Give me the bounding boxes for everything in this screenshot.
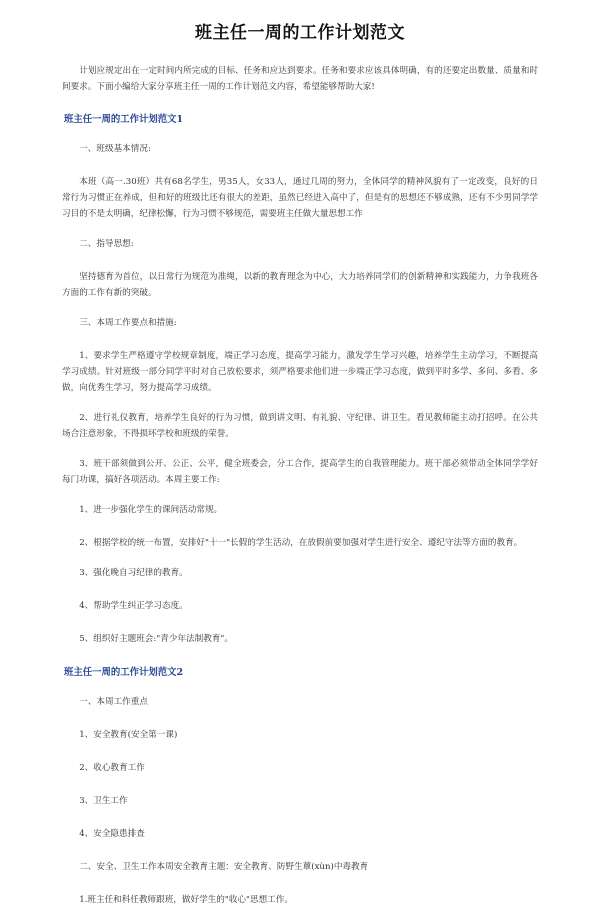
focus-item-4: 4、安全隐患排查: [79, 829, 145, 839]
section-heading-1: 班主任一周的工作计划范文1: [64, 114, 184, 125]
task-item-2: 2、根据学校的统一布置，安排好"十一"长假的学生活动，在放假前要加强对学生进行安全、遵纪守法等方面的教育。: [79, 538, 523, 548]
focus-item-2: 2、收心教育工作: [79, 763, 145, 773]
key-point-2: 2、进行礼仪教育，培养学生良好的行为习惯，做到讲文明、有礼貌、守纪律、讲卫生。看见教师能主动打招呼。在公共场合注意形象，不得损坏学校和班级的荣誉。: [62, 413, 538, 439]
key-point-1: 1、要求学生严格遵守学校规章制度，端正学习态度，提高学习能力，激发学生学习兴趣，培养学生主动学习，不断提高学习成绩。针对班级一部分同学平时对自己放松要求，须严格要求他们进一步端正学习态度，做到平时多学、多问、多看、多做，向优秀生学习，努力提高学习成绩。: [62, 351, 538, 393]
basic-situation-heading: 一、班级基本情况:: [79, 144, 151, 154]
focus-item-3: 3、卫生工作: [79, 796, 128, 806]
key-point-3: 3、班干部须做到公开、公正、公平，健全班委会，分工合作，提高学生的自我管理能力。班干部必须带动全体同学学好每门功课，搞好各项活动。本周主要工作:: [62, 459, 538, 485]
document-title: 班主任一周的工作计划范文: [195, 23, 405, 43]
task-item-1: 1、进一步强化学生的课间活动常规。: [79, 505, 223, 515]
focus-item-1: 1、安全教育(安全第一课): [79, 730, 178, 740]
basic-situation-paragraph: 本班（高一.30班）共有68名学生，男35人，女33人，通过几周的努力，全体同学的精神风貌有了一定改变，良好的日常行为习惯正在养成，但和好的班级比还有很大的差距，虽然已经进入高中了，但是有的思想还不够成熟，还有不少男同学学习目的不是太明确，纪律松懈，行为习惯不够规范，需要班主任做大量思想工作: [62, 177, 538, 219]
focus-heading: 一、本周工作重点: [79, 697, 148, 707]
guiding-thought-heading: 二、指导思想:: [79, 239, 134, 249]
task-item-5: 5、组织好主题班会:"青少年法制教育"。: [79, 634, 233, 644]
task-item-3: 3、强化晚自习纪律的教育。: [79, 568, 188, 578]
safety-heading: 二、安全、卫生工作本周安全教育主题：安全教育、防野生蕈(xùn)中毒教育: [79, 862, 369, 872]
guiding-thought-paragraph: 坚持德育为首位，以日常行为规范为准绳，以新的教育理念为中心，大力培养同学们的创新精神和实践能力，力争我班各方面的工作有新的突破。: [62, 272, 538, 298]
safety-item-1: 1.班主任和科任教师跟班，做好学生的"收心"思想工作。: [79, 895, 293, 905]
intro-paragraph: 计划应规定出在一定时间内所完成的目标、任务和应达到要求。任务和要求应该具体明确，有的还要定出数量、质量和时间要求。下面小编给大家分享班主任一周的工作计划范文内容，希望能够帮助大家!: [62, 66, 538, 92]
task-item-4: 4、帮助学生纠正学习态度。: [79, 601, 188, 611]
key-points-heading: 三、本周工作要点和措施:: [79, 318, 177, 328]
section-heading-2: 班主任一周的工作计划范文2: [64, 667, 184, 678]
